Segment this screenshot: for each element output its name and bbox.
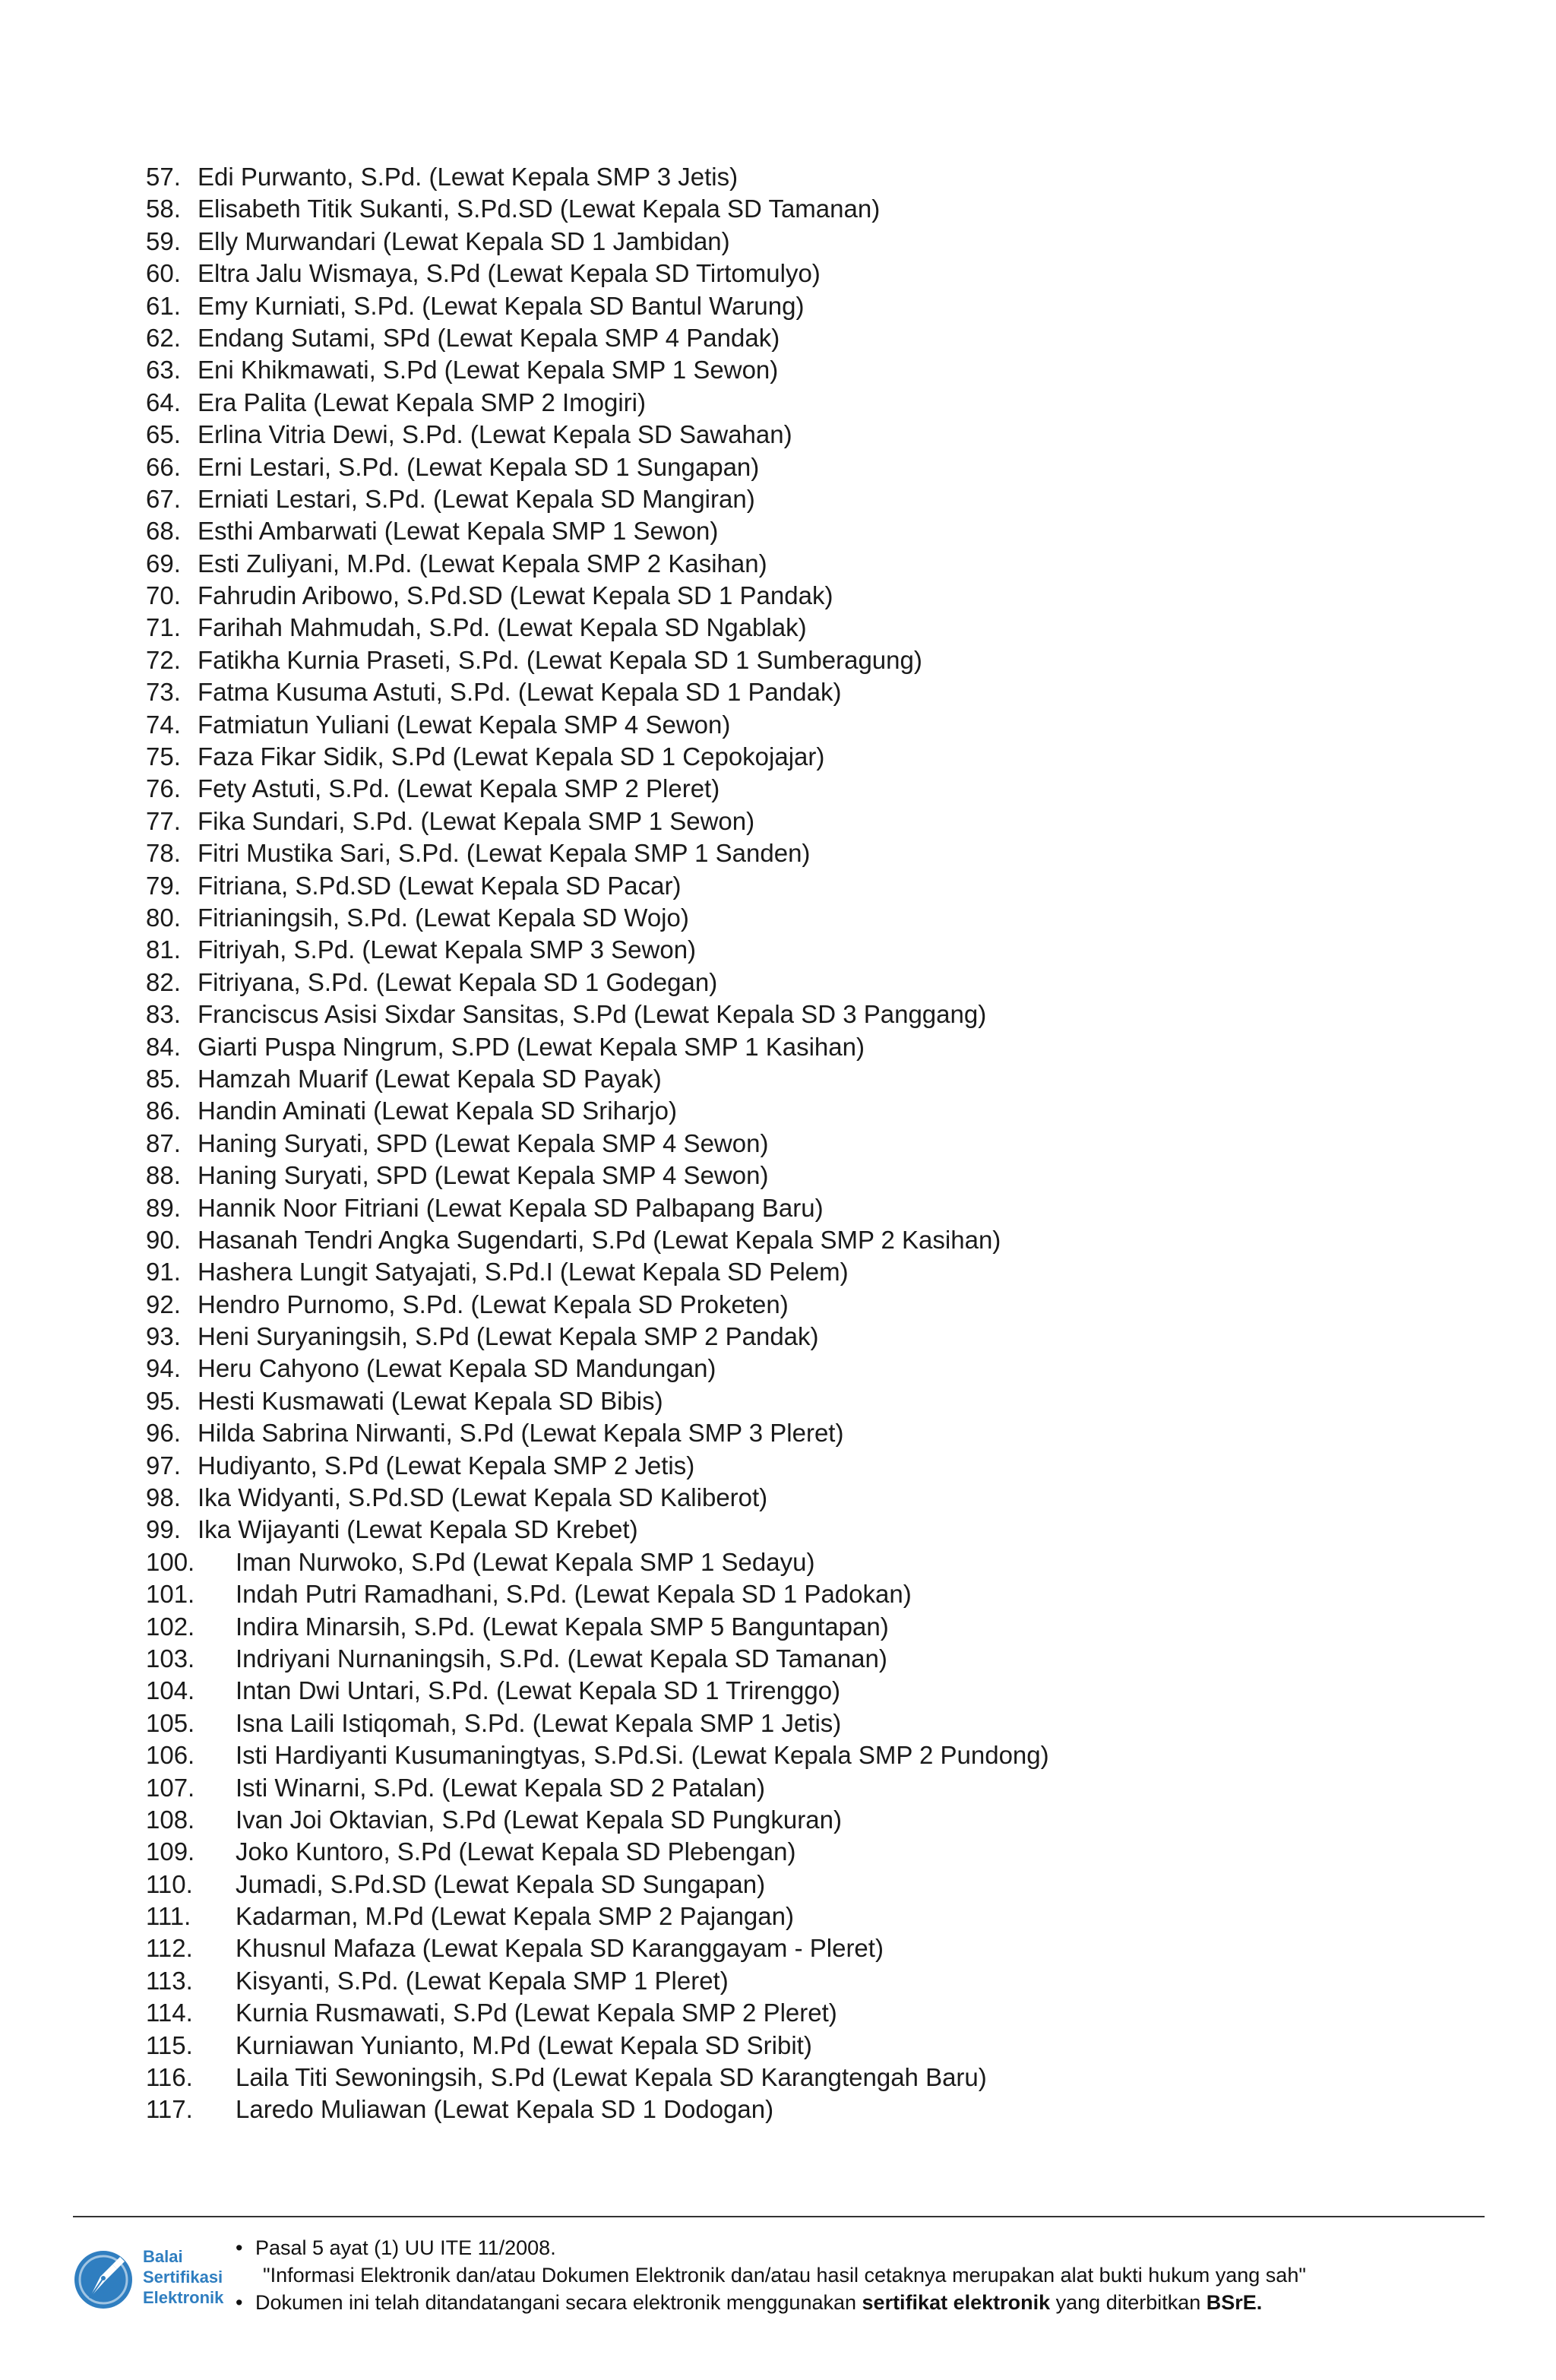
list-item-number: 85. xyxy=(146,1064,181,1093)
legal-note-1-quote: "Informasi Elektronik dan/atau Dokumen Elektronik dan/atau hasil cetaknya merupakan alat bukti hukum yang sah" xyxy=(263,2264,1306,2287)
list-item-number: 112. xyxy=(146,1934,193,1963)
bsre-logo-text xyxy=(143,2246,223,2308)
list-item-number: 66. xyxy=(146,452,181,481)
list-item-text: Franciscus Asisi Sixdar Sansitas, S.Pd (Lewat Kepala SD 3 Panggang) xyxy=(198,1000,987,1029)
list-item-number: 113. xyxy=(146,1966,193,1995)
list-item-text: Fitriana, S.Pd.SD (Lewat Kepala SD Pacar) xyxy=(198,871,682,900)
list-item xyxy=(146,1514,1049,1546)
list-item xyxy=(146,676,1049,708)
list-item xyxy=(146,387,1049,419)
list-item-number: 79. xyxy=(146,871,181,900)
list-item-number: 69. xyxy=(146,549,181,578)
list-item-number: 68. xyxy=(146,517,181,546)
footer-divider xyxy=(73,2216,1485,2217)
list-item-number: 99. xyxy=(146,1515,181,1544)
list-item-number: 57. xyxy=(146,163,181,191)
list-item xyxy=(146,709,1049,741)
list-item-text: Kisyanti, S.Pd. (Lewat Kepala SMP 1 Pleret) xyxy=(236,1966,729,1995)
list-item-text: Erni Lestari, S.Pd. (Lewat Kepala SD 1 Sungapan) xyxy=(198,452,760,481)
list-item-number: 108. xyxy=(146,1805,195,1834)
list-item-number: 87. xyxy=(146,1128,181,1157)
list-item-number: 95. xyxy=(146,1386,181,1415)
list-item-text: Isti Hardiyanti Kusumaningtyas, S.Pd.Si. (Lewat Kepala SMP 2 Pundong) xyxy=(236,1741,1049,1770)
list-item xyxy=(146,805,1049,837)
list-item xyxy=(146,1160,1049,1192)
list-item-number: 96. xyxy=(146,1419,181,1448)
list-item xyxy=(146,1095,1049,1127)
list-item-text: Ivan Joi Oktavian, S.Pd (Lewat Kepala SD Pungkuran) xyxy=(236,1805,842,1834)
list-item xyxy=(146,1869,1049,1901)
list-item-number: 70. xyxy=(146,581,181,610)
legal-note-2 xyxy=(236,2289,1306,2316)
list-item xyxy=(146,548,1049,580)
list-item xyxy=(146,1707,1049,1739)
list-item-text: Indah Putri Ramadhani, S.Pd. (Lewat Kepala SD 1 Padokan) xyxy=(236,1580,912,1609)
list-item-text: Haning Suryati, SPD (Lewat Kepala SMP 4 Sewon) xyxy=(198,1128,769,1157)
list-item xyxy=(146,1804,1049,1836)
list-item-number: 91. xyxy=(146,1258,181,1287)
list-item-number: 62. xyxy=(146,323,181,352)
list-item-number: 63. xyxy=(146,356,181,385)
list-item-text: Iman Nurwoko, S.Pd (Lewat Kepala SMP 1 Sedayu) xyxy=(236,1547,815,1576)
list-item-text: Laila Titi Sewoningsih, S.Pd (Lewat Kepala SD Karangtengah Baru) xyxy=(236,2063,987,2092)
list-item-text: Isna Laili Istiqomah, S.Pd. (Lewat Kepala SMP 1 Jetis) xyxy=(236,1708,842,1737)
logo-line-2: Sertifikasi xyxy=(143,2268,223,2287)
list-item-text: Laredo Muliawan (Lewat Kepala SD 1 Dodogan) xyxy=(236,2095,774,2124)
logo-line-3: Elektronik xyxy=(143,2288,224,2307)
list-item-number: 61. xyxy=(146,291,181,320)
list-item-number: 116. xyxy=(146,2063,193,2092)
legal-note-1 xyxy=(236,2234,1306,2261)
list-item xyxy=(146,1450,1049,1482)
list-item-text: Kurnia Rusmawati, S.Pd (Lewat Kepala SMP 2 Pleret) xyxy=(236,1999,837,2027)
list-item-number: 94. xyxy=(146,1354,181,1383)
list-item-number: 102. xyxy=(146,1612,195,1641)
list-item-number: 78. xyxy=(146,839,181,868)
legal-note-2-bold-bsre: BSrE. xyxy=(1206,2291,1263,2314)
list-item xyxy=(146,483,1049,515)
legal-note-2-bold-cert: sertifikat elektronik xyxy=(862,2291,1051,2314)
list-item-number: 84. xyxy=(146,1032,181,1061)
list-item-number: 72. xyxy=(146,645,181,674)
list-item xyxy=(146,1611,1049,1643)
list-item-number: 107. xyxy=(146,1773,195,1802)
list-item-text: Kurniawan Yunianto, M.Pd (Lewat Kepala SD Sribit) xyxy=(236,2030,812,2059)
list-item-number: 75. xyxy=(146,742,181,771)
bullet-icon: • xyxy=(236,2291,243,2314)
list-item xyxy=(146,1128,1049,1160)
list-item xyxy=(146,451,1049,483)
list-item-text: Erniati Lestari, S.Pd. (Lewat Kepala SD Mangiran) xyxy=(198,484,755,513)
list-item-text: Esthi Ambarwati (Lewat Kepala SMP 1 Sewon) xyxy=(198,517,719,546)
list-item-text: Fatmiatun Yuliani (Lewat Kepala SMP 4 Sewon) xyxy=(198,710,731,739)
list-item-text: Emy Kurniati, S.Pd. (Lewat Kepala SD Bantul Warung) xyxy=(198,291,805,320)
list-item xyxy=(146,1321,1049,1353)
list-item xyxy=(146,1739,1049,1771)
list-item-number: 67. xyxy=(146,484,181,513)
list-item xyxy=(146,902,1049,934)
list-item-text: Endang Sutami, SPd (Lewat Kepala SMP 4 Pandak) xyxy=(198,323,780,352)
list-item-number: 104. xyxy=(146,1676,195,1705)
list-item xyxy=(146,354,1049,386)
signature-footer xyxy=(73,2234,1485,2340)
list-item-text: Kadarman, M.Pd (Lewat Kepala SMP 2 Pajangan) xyxy=(236,1902,794,1931)
list-item-text: Elisabeth Titik Sukanti, S.Pd.SD (Lewat Kepala SD Tamanan) xyxy=(198,195,881,223)
list-item-text: Hudiyanto, S.Pd (Lewat Kepala SMP 2 Jetis) xyxy=(198,1451,695,1480)
list-item-text: Eltra Jalu Wismaya, S.Pd (Lewat Kepala SD Tirtomulyo) xyxy=(198,259,821,288)
list-item-text: Hendro Purnomo, S.Pd. (Lewat Kepala SD Proketen) xyxy=(198,1290,789,1318)
list-item-number: 81. xyxy=(146,935,181,964)
list-item xyxy=(146,419,1049,451)
list-item-text: Esti Zuliyani, M.Pd. (Lewat Kepala SMP 2 Kasihan) xyxy=(198,549,767,578)
list-item xyxy=(146,1675,1049,1707)
list-item-number: 89. xyxy=(146,1193,181,1222)
list-item-text: Hannik Noor Fitriani (Lewat Kepala SD Palbapang Baru) xyxy=(198,1193,824,1222)
list-item-text: Haning Suryati, SPD (Lewat Kepala SMP 4 Sewon) xyxy=(198,1161,769,1190)
list-item-text: Erlina Vitria Dewi, S.Pd. (Lewat Kepala SD Sawahan) xyxy=(198,420,792,449)
list-item xyxy=(146,515,1049,547)
list-item xyxy=(146,1772,1049,1804)
list-item-text: Heru Cahyono (Lewat Kepala SD Mandungan) xyxy=(198,1354,716,1383)
logo-line-1: Balai xyxy=(143,2247,183,2266)
bsre-pen-nib-logo-icon xyxy=(73,2242,137,2315)
list-item xyxy=(146,999,1049,1030)
list-item-number: 90. xyxy=(146,1225,181,1254)
list-item xyxy=(146,644,1049,676)
recipient-list xyxy=(146,161,1049,2126)
list-item xyxy=(146,1417,1049,1449)
legal-note-1-text: Pasal 5 ayat (1) UU ITE 11/2008. xyxy=(255,2236,556,2259)
list-item-text: Isti Winarni, S.Pd. (Lewat Kepala SD 2 Patalan) xyxy=(236,1773,765,1802)
list-item xyxy=(146,1063,1049,1095)
list-item xyxy=(146,1578,1049,1610)
list-item xyxy=(146,2030,1049,2062)
list-item xyxy=(146,837,1049,869)
legal-note-2-mid: yang diterbitkan xyxy=(1050,2291,1207,2314)
list-item xyxy=(146,258,1049,290)
list-item xyxy=(146,1256,1049,1288)
bullet-icon: • xyxy=(236,2236,243,2259)
list-item-number: 73. xyxy=(146,678,181,707)
list-item xyxy=(146,226,1049,258)
bsre-logo xyxy=(73,2242,240,2318)
list-item-text: Ika Wijayanti (Lewat Kepala SD Krebet) xyxy=(198,1515,638,1544)
list-item xyxy=(146,2062,1049,2094)
list-item-number: 65. xyxy=(146,420,181,449)
list-item-number: 59. xyxy=(146,226,181,255)
list-item-number: 64. xyxy=(146,388,181,416)
list-item-number: 97. xyxy=(146,1451,181,1480)
list-item xyxy=(146,580,1049,612)
list-item xyxy=(146,1385,1049,1417)
list-item-number: 77. xyxy=(146,806,181,835)
list-item-text: Indriyani Nurnaningsih, S.Pd. (Lewat Kepala SD Tamanan) xyxy=(236,1644,887,1673)
list-item-number: 114. xyxy=(146,1999,193,2027)
list-item-text: Joko Kuntoro, S.Pd (Lewat Kepala SD Plebengan) xyxy=(236,1837,796,1866)
list-item-text: Fika Sundari, S.Pd. (Lewat Kepala SMP 1 Sewon) xyxy=(198,806,755,835)
list-item-number: 80. xyxy=(146,903,181,932)
list-item-text: Farihah Mahmudah, S.Pd. (Lewat Kepala SD Ngablak) xyxy=(198,613,807,642)
list-item-text: Indira Minarsih, S.Pd. (Lewat Kepala SMP 5 Banguntapan) xyxy=(236,1612,889,1641)
list-item-text: Fitriyah, S.Pd. (Lewat Kepala SMP 3 Sewon) xyxy=(198,935,697,964)
list-item-number: 88. xyxy=(146,1161,181,1190)
list-item-text: Fatma Kusuma Astuti, S.Pd. (Lewat Kepala SD 1 Pandak) xyxy=(198,678,842,707)
list-item-text: Handin Aminati (Lewat Kepala SD Sriharjo) xyxy=(198,1097,677,1125)
list-item-number: 71. xyxy=(146,613,181,642)
list-item-text: Fitri Mustika Sari, S.Pd. (Lewat Kepala SMP 1 Sanden) xyxy=(198,839,811,868)
list-item-number: 115. xyxy=(146,2030,193,2059)
list-item-number: 60. xyxy=(146,259,181,288)
list-item-text: Hilda Sabrina Nirwanti, S.Pd (Lewat Kepala SMP 3 Pleret) xyxy=(198,1419,844,1448)
list-item-number: 83. xyxy=(146,1000,181,1029)
list-item xyxy=(146,1224,1049,1256)
list-item-text: Era Palita (Lewat Kepala SMP 2 Imogiri) xyxy=(198,388,646,416)
list-item xyxy=(146,290,1049,322)
list-item-text: Fitrianingsih, S.Pd. (Lewat Kepala SD Wojo) xyxy=(198,903,689,932)
list-item-number: 98. xyxy=(146,1483,181,1512)
list-item xyxy=(146,1192,1049,1224)
list-item-text: Fahrudin Aribowo, S.Pd.SD (Lewat Kepala SD 1 Pandak) xyxy=(198,581,833,610)
list-item-number: 92. xyxy=(146,1290,181,1318)
list-item-number: 82. xyxy=(146,967,181,996)
list-item-number: 111. xyxy=(146,1902,191,1931)
list-item xyxy=(146,967,1049,999)
list-item-text: Jumadi, S.Pd.SD (Lewat Kepala SD Sungapan) xyxy=(236,1869,766,1898)
list-item-text: Faza Fikar Sidik, S.Pd (Lewat Kepala SD 1 Cepokojajar) xyxy=(198,742,825,771)
list-item-text: Fety Astuti, S.Pd. (Lewat Kepala SMP 2 Pleret) xyxy=(198,774,720,803)
list-item xyxy=(146,1031,1049,1063)
list-item-text: Hamzah Muarif (Lewat Kepala SD Payak) xyxy=(198,1064,662,1093)
list-item-text: Heni Suryaningsih, S.Pd (Lewat Kepala SMP 2 Pandak) xyxy=(198,1322,819,1351)
list-item-text: Khusnul Mafaza (Lewat Kepala SD Karanggayam - Pleret) xyxy=(236,1934,884,1963)
list-item xyxy=(146,1997,1049,2029)
legal-note-2-prefix: Dokumen ini telah ditandatangani secara elektronik menggunakan xyxy=(255,2291,862,2314)
list-item-number: 110. xyxy=(146,1869,193,1898)
list-item xyxy=(146,741,1049,773)
list-item-text: Fatikha Kurnia Praseti, S.Pd. (Lewat Kepala SD 1 Sumberagung) xyxy=(198,645,922,674)
list-item xyxy=(146,870,1049,902)
legal-notes xyxy=(236,2234,1306,2316)
list-item-text: Hasanah Tendri Angka Sugendarti, S.Pd (Lewat Kepala SMP 2 Kasihan) xyxy=(198,1225,1001,1254)
list-item xyxy=(146,934,1049,966)
list-item xyxy=(146,1482,1049,1514)
list-item-text: Ika Widyanti, S.Pd.SD (Lewat Kepala SD Kaliberot) xyxy=(198,1483,768,1512)
list-item xyxy=(146,193,1049,225)
list-item xyxy=(146,773,1049,805)
list-item xyxy=(146,322,1049,354)
list-item-text: Hesti Kusmawati (Lewat Kepala SD Bibis) xyxy=(198,1386,663,1415)
list-item xyxy=(146,1965,1049,1997)
list-item-number: 101. xyxy=(146,1580,195,1609)
list-item xyxy=(146,612,1049,644)
list-item-text: Intan Dwi Untari, S.Pd. (Lewat Kepala SD 1 Trirenggo) xyxy=(236,1676,841,1705)
list-item-number: 74. xyxy=(146,710,181,739)
list-item-text: Fitriyana, S.Pd. (Lewat Kepala SD 1 Godegan) xyxy=(198,967,718,996)
list-item-text: Elly Murwandari (Lewat Kepala SD 1 Jambidan) xyxy=(198,226,730,255)
list-item-text: Eni Khikmawati, S.Pd (Lewat Kepala SMP 1 Sewon) xyxy=(198,356,779,385)
list-item-number: 76. xyxy=(146,774,181,803)
list-item xyxy=(146,161,1049,193)
list-item xyxy=(146,1289,1049,1321)
list-item xyxy=(146,1836,1049,1868)
list-item-number: 86. xyxy=(146,1097,181,1125)
list-item xyxy=(146,1901,1049,1932)
list-item xyxy=(146,2094,1049,2125)
list-item xyxy=(146,1643,1049,1675)
list-item-number: 103. xyxy=(146,1644,195,1673)
list-item-text: Hashera Lungit Satyajati, S.Pd.I (Lewat Kepala SD Pelem) xyxy=(198,1258,849,1287)
list-item-number: 106. xyxy=(146,1741,195,1770)
list-item-number: 58. xyxy=(146,195,181,223)
list-item-number: 117. xyxy=(146,2095,193,2124)
list-item xyxy=(146,1353,1049,1385)
list-item-number: 105. xyxy=(146,1708,195,1737)
list-item xyxy=(146,1932,1049,1964)
list-item-number: 100. xyxy=(146,1547,195,1576)
list-item xyxy=(146,1546,1049,1578)
list-item-text: Giarti Puspa Ningrum, S.PD (Lewat Kepala SMP 1 Kasihan) xyxy=(198,1032,865,1061)
list-item-number: 109. xyxy=(146,1837,195,1866)
list-item-text: Edi Purwanto, S.Pd. (Lewat Kepala SMP 3 Jetis) xyxy=(198,163,738,191)
list-item-number: 93. xyxy=(146,1322,181,1351)
